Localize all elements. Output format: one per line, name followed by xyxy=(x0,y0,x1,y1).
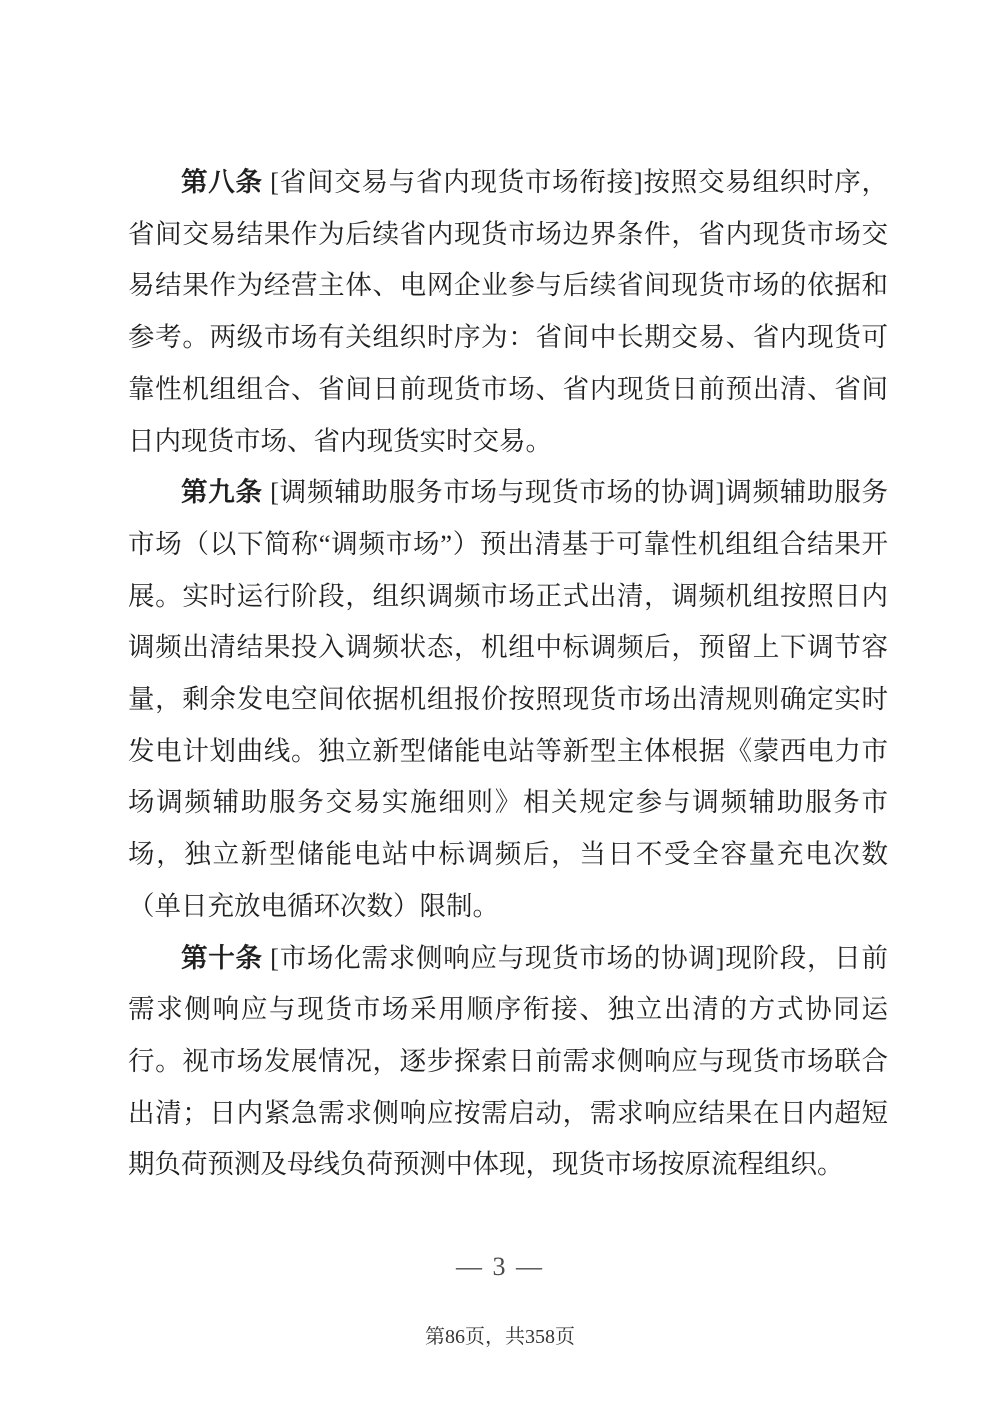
paragraph-article-10 xyxy=(128,933,888,1192)
article-9-number: 第九条 xyxy=(181,477,263,508)
paragraph-article-8 xyxy=(128,157,888,467)
article-10-text: [市场化需求侧响应与现货市场的协调]现阶段，日前需求侧响应与现货市场采用顺序衔接、独立出清的方式协同运行。视市场发展情况，逐步探索日前需求侧响应与现货市场联合出清；日内紧急需求侧响应按需启动，需求响应结果在日内超短期负荷预测及母线负荷预测中体现，现货市场按原流程组织。 xyxy=(128,942,888,1180)
article-8-number: 第八条 xyxy=(181,167,263,197)
paragraph-article-9 xyxy=(128,467,888,932)
article-9-text: [调频辅助服务市场与现货市场的协调]调频辅助服务市场（以下简称“调频市场”）预出清基于可靠性机组组合结果开展。实时运行阶段，组织调频市场正式出清，调频机组按照日内调频出清结果投入调频状态，机组中标调频后，预留上下调节容量，剩余发电空间依据机组报价按照现货市场出清规则确定实时发电计划曲线。独立新型储能电站等新型主体根据《蒙西电力市场调频辅助服务交易实施细则》相关规定参与调频辅助服务市场，独立新型储能电站中标调频后，当日不受全容量充电次数（单日充放电循环次数）限制。 xyxy=(128,477,888,921)
article-10-number: 第十条 xyxy=(181,942,263,973)
page-number: — 3 — xyxy=(456,1252,544,1281)
page-count-info: 第86页，共358页 xyxy=(425,1326,575,1348)
article-8-text: [省间交易与省内现货市场衔接]按照交易组织时序，省间交易结果作为后续省内现货市场边界条件，省内现货市场交易结果作为经营主体、电网企业参与后续省间现货市场的依据和参考。两级市场有关组织时序为：省间中长期交易、省内现货可靠性机组组合、省间日前现货市场、省内现货日前预出清、省间日内现货市场、省内现货实时交易。 xyxy=(128,167,888,456)
document-body xyxy=(128,157,888,1191)
